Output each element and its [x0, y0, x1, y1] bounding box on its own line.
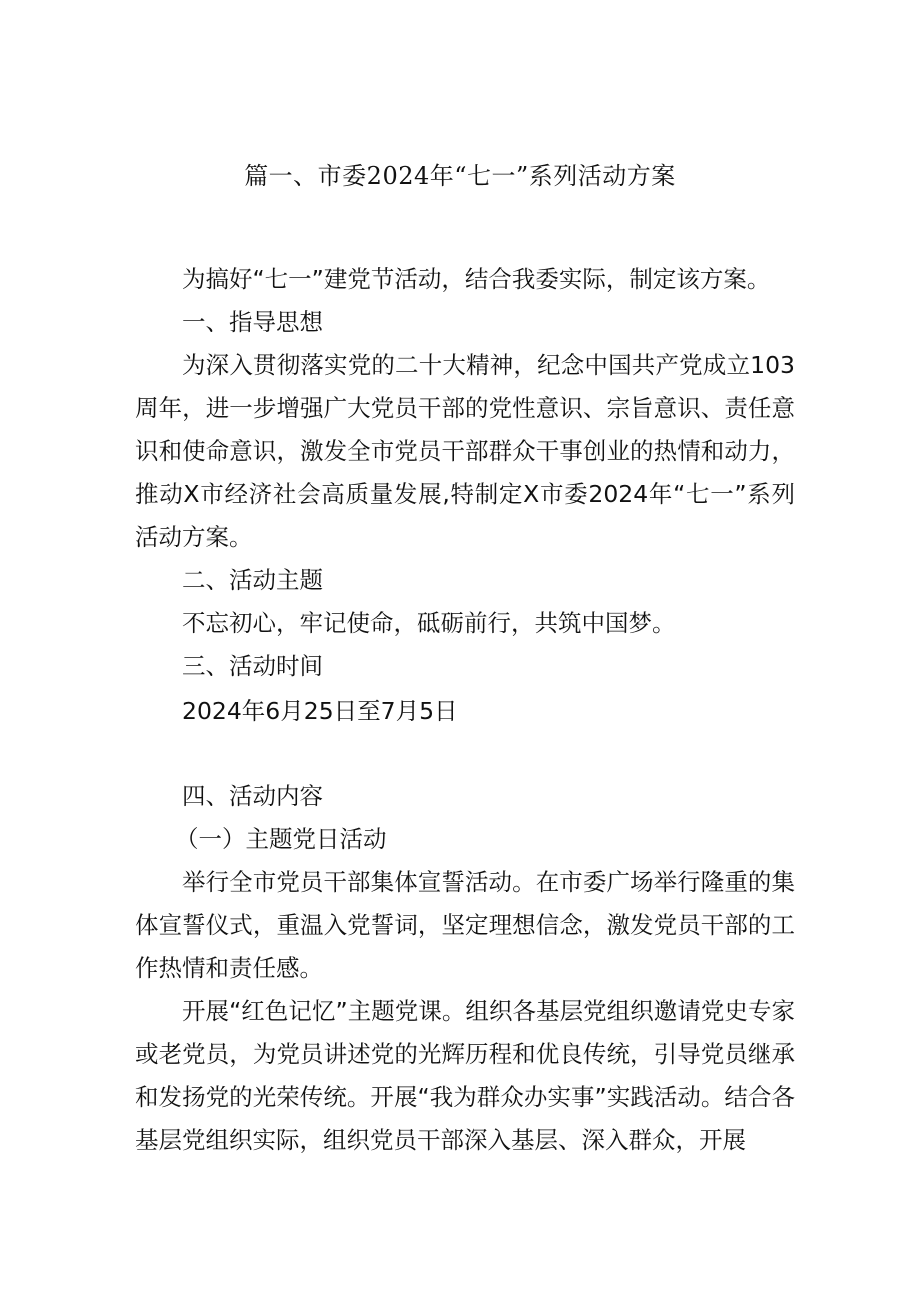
- section-heading-content: 四、活动内容: [182, 782, 323, 810]
- red-memory-paragraph: 开展“红色记忆”主题党课。组织各基层党组织邀请党史专家或老党员，为党员讲述党的光辉历程和优良传统，引导党员继承和发扬党的光荣传统。开展“我为群众办实事”实践活动。结合各基层党组织实际，组织党员干部深入基层、深入群众，开展: [135, 997, 795, 1154]
- subsection-heading-party-day: （一）主题党日活动: [175, 825, 387, 853]
- intro-paragraph: 为搞好“七一”建党节活动，结合我委实际，制定该方案。: [182, 265, 771, 293]
- section-heading-guiding-ideology: 一、指导思想: [182, 308, 323, 336]
- guiding-ideology-paragraph: 为深入贯彻落实党的二十大精神，纪念中国共产党成立103周年，进一步增强广大党员干部的党性意识、宗旨意识、责任意识和使命意识，激发全市党员干部群众干事创业的热情和动力，推动X市经济社会高质量发展,特制定X市委2024年“七一”系列活动方案。: [135, 351, 795, 551]
- section-heading-time: 三、活动时间: [182, 652, 323, 680]
- activity-date: 2024年6月25日至7月5日: [182, 697, 458, 725]
- theme-paragraph: 不忘初心，牢记使命，砥砺前行，共筑中国梦。: [182, 609, 676, 637]
- document-title: 篇一、市委2024年“七一”系列活动方案: [244, 162, 676, 190]
- section-heading-theme: 二、活动主题: [182, 566, 323, 594]
- document-body: [135, 258, 795, 1162]
- oath-activity-paragraph: 举行全市党员干部集体宣誓活动。在市委广场举行隆重的集体宣誓仪式，重温入党誓词，坚定理想信念，激发党员干部的工作热情和责任感。: [135, 868, 795, 982]
